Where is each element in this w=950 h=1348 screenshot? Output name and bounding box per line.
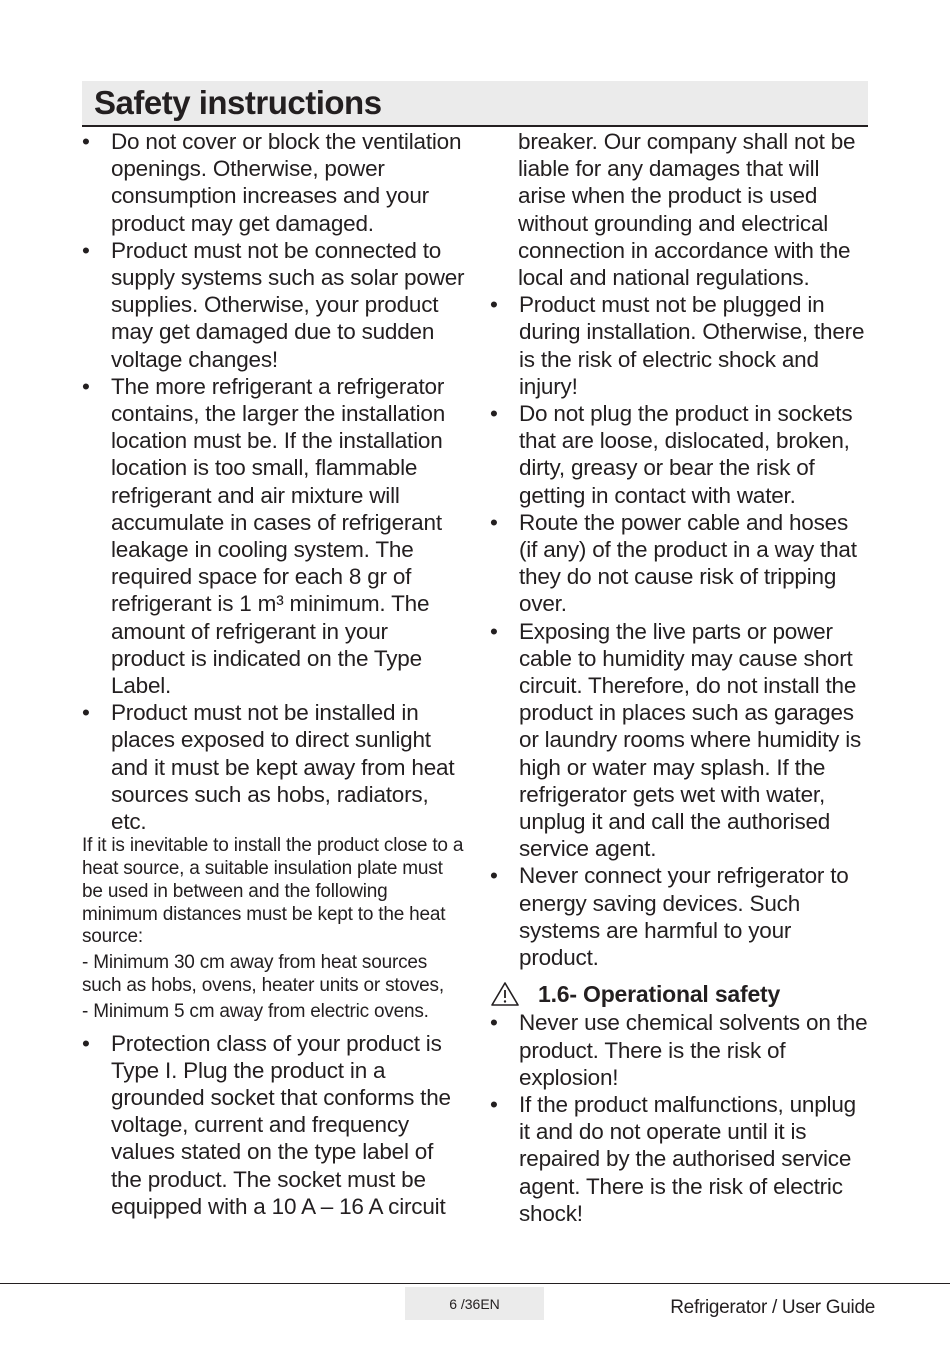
oven-distance-note: - Minimum 5 cm away from electric ovens. — [82, 1000, 429, 1022]
list-item: • Never connect your refrigerator to energy saving devices. Such systems are harmful to your product. — [490, 862, 870, 971]
section-title: 1.6- Operational safety — [538, 980, 781, 1007]
list-item: • Do not cover or block the ventilation openings. Otherwise, power consumption increases and your product may get damaged. — [82, 128, 466, 237]
right-column — [490, 128, 870, 1227]
list-item: • Never use chemical solvents on the product. There is the risk of explosion! — [490, 1009, 870, 1091]
list-item: • Product must not be plugged in during installation. Otherwise, there is the risk of electric shock and injury! — [490, 291, 870, 400]
page-number: 6 /36EN — [405, 1287, 544, 1320]
page-title: Safety instructions — [94, 84, 382, 121]
continued-text: breaker. Our company shall not be liable for any damages that will arise when the product is used without grounding and electrical connection in accordance with the local and national regulations. — [518, 129, 856, 291]
document-title: Refrigerator / User Guide — [670, 1297, 875, 1318]
list-item: • Exposing the live parts or power cable to humidity may cause short circuit. Therefore, do not install the product in places such as garages or laundry rooms where humidity is high or water may splash. If the refrigerator gets wet with water, unplug it and call the authorised service agent. — [490, 618, 870, 863]
operational-safety-list — [490, 1009, 870, 1227]
heat-source-distance-note: - Minimum 30 cm away from heat sources such as hobs, ovens, heater units or stoves, — [82, 952, 444, 997]
heat-source-note: If it is inevitable to install the product close to a heat source, a suitable insulation plate must be used in between and the following minimum distances must be kept to the heat source: — [82, 835, 464, 948]
right-bullet-list — [490, 291, 870, 971]
list-item: • Product must not be connected to supply systems such as solar power supplies. Otherwise, your product may get damaged due to sudden voltage changes! — [82, 237, 466, 373]
list-item: • Product must not be installed in places exposed to direct sunlight and it must be kept away from heat sources such as hobs, radiators, etc. — [82, 699, 466, 835]
list-item: • If the product malfunctions, unplug it and do not operate until it is repaired by the authorised service agent. There is the risk of electric shock! — [490, 1091, 870, 1227]
list-item: • The more refrigerant a refrigerator contains, the larger the installation location must be. If the installation location is too small, flammable refrigerant and air mixture will accumulate in cases of refrigerant leakage in cooling system. The required space for each 8 gr of refrigerant is 1 m³ minimum. The amount of refrigerant in your product is indicated on the Type Label. — [82, 373, 466, 699]
list-item: • Protection class of your product is Type I. Plug the product in a grounded socket that conforms the voltage, current and frequency values stated on the type label of the product. The socket must be equipped with a 10 A – 16 A circuit — [82, 1030, 466, 1220]
left-bullet-list-b — [82, 1030, 466, 1220]
list-item: • Route the power cable and hoses (if any) of the product in a way that they do not cause risk of tripping over. — [490, 509, 870, 618]
warning-triangle-icon — [490, 981, 520, 1007]
section-heading — [490, 979, 870, 1009]
header-divider — [82, 125, 868, 127]
footer-divider — [0, 1283, 950, 1284]
list-item: • Do not plug the product in sockets that are loose, dislocated, broken, dirty, greasy or bear the risk of getting in contact with water. — [490, 400, 870, 509]
left-bullet-list-a — [82, 128, 466, 835]
left-column — [82, 128, 466, 1220]
